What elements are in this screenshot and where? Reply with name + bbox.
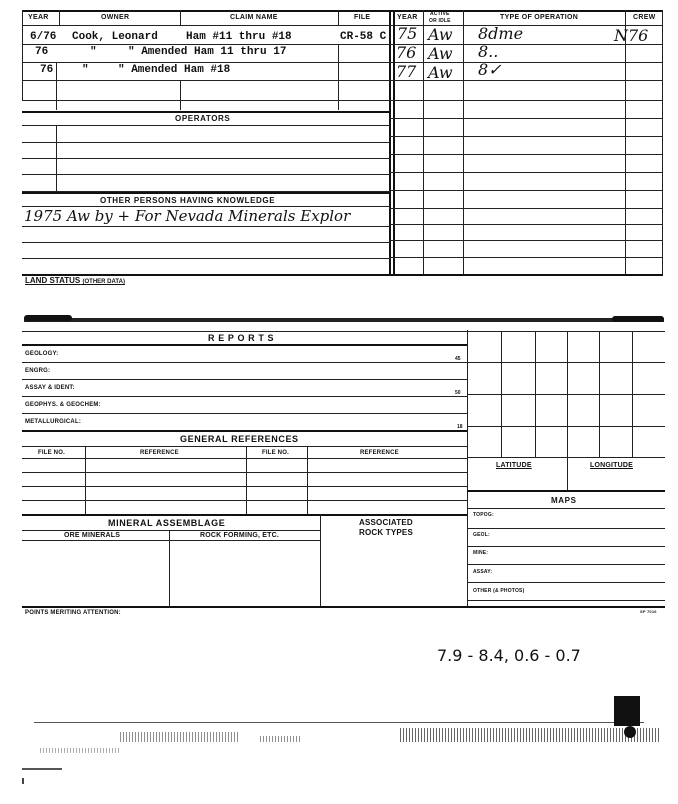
handwritten-range: 7.9 - 8.4, 0.6 - 0.7 bbox=[437, 646, 581, 665]
activity-idle-header: OR IDLE bbox=[429, 18, 451, 24]
longitude-label: LONGITUDE bbox=[590, 462, 634, 469]
claim-row-1-year: 6/76 bbox=[30, 31, 57, 43]
map-assay-label: ASSAY: bbox=[473, 569, 493, 575]
claims-file-header: FILE bbox=[354, 14, 371, 21]
activity-row-1-operation: 8dme bbox=[478, 24, 524, 43]
claim-row-2-claim: " Amended Ham 11 thru 17 bbox=[128, 46, 287, 58]
claim-row-2-owner: " bbox=[90, 46, 97, 58]
claim-row-3-owner: " bbox=[82, 64, 89, 76]
activity-row-2-operation: 8.. bbox=[478, 42, 499, 61]
activity-type-header: TYPE OF OPERATION bbox=[500, 14, 579, 21]
general-references-title: GENERAL REFERENCES bbox=[180, 434, 299, 444]
reports-title: R E P O R T S bbox=[208, 333, 275, 343]
activity-row-1-year: 75 bbox=[397, 24, 418, 43]
activity-row-3-year: 77 bbox=[396, 62, 417, 81]
activity-row-3-operation: 8✓ bbox=[478, 60, 502, 79]
report-assay-num: 50 bbox=[455, 390, 461, 396]
activity-row-1-crew: N76 bbox=[614, 26, 649, 45]
report-metallurgical-label: METALLURGICAL: bbox=[25, 419, 82, 425]
claim-row-1-file: CR-58 C bbox=[340, 31, 387, 43]
other-persons-label: OTHER PERSONS HAVING KNOWLEDGE bbox=[100, 196, 276, 205]
activity-active-header: ACTIVE bbox=[430, 11, 450, 17]
report-geophys-label: GEOPHYS. & GEOCHEM: bbox=[25, 402, 101, 408]
report-assay-label: ASSAY & IDENT: bbox=[25, 385, 75, 391]
claim-row-3-claim: " Amended Ham #18 bbox=[118, 64, 231, 76]
latitude-label: LATITUDE bbox=[496, 462, 532, 469]
ref-col-file-no-1: FILE NO. bbox=[38, 450, 65, 456]
map-topog-label: TOPOG: bbox=[473, 512, 494, 518]
claim-row-1-claim: Ham #11 thru #18 bbox=[186, 31, 292, 43]
activity-year-header: YEAR bbox=[397, 14, 418, 21]
ore-minerals-label: ORE MINERALS bbox=[64, 532, 121, 539]
map-mine-label: MINE: bbox=[473, 550, 489, 556]
map-other-label: OTHER (& PHOTOS) bbox=[473, 588, 525, 594]
claims-claim-name-header: CLAIM NAME bbox=[230, 14, 278, 21]
operators-label: OPERATORS bbox=[175, 114, 231, 123]
report-engrg-label: ENGRG: bbox=[25, 368, 51, 374]
claim-row-2-year: 76 bbox=[35, 46, 49, 58]
report-geology-num: 45 bbox=[455, 356, 461, 362]
ref-col-reference-2: REFERENCE bbox=[360, 450, 399, 456]
other-persons-note: 1975 Aw by + For Nevada Minerals Explor bbox=[24, 207, 351, 225]
mineral-assemblage-title: MINERAL ASSEMBLAGE bbox=[108, 518, 226, 528]
points-meriting-label: POINTS MERITING ATTENTION: bbox=[25, 610, 121, 616]
ref-col-reference-1: REFERENCE bbox=[140, 450, 179, 456]
activity-row-2-year: 76 bbox=[396, 43, 417, 62]
report-metallurgical-num: 18 bbox=[457, 424, 463, 430]
rock-types-label: ROCK TYPES bbox=[359, 528, 414, 537]
activity-crew-header: CREW bbox=[633, 14, 656, 21]
land-status-label: LAND STATUS bbox=[25, 276, 81, 285]
activity-row-3-status: Aw bbox=[428, 63, 453, 82]
activity-row-1-status: Aw bbox=[428, 25, 453, 44]
land-status-sub: (OTHER DATA) bbox=[82, 279, 125, 285]
report-geology-label: GEOLOGY: bbox=[25, 351, 59, 357]
claims-owner-header: OWNER bbox=[101, 14, 130, 21]
form-code: SP 7016 bbox=[640, 609, 657, 614]
activity-row-2-status: Aw bbox=[428, 44, 453, 63]
associated-label: ASSOCIATED bbox=[359, 518, 413, 527]
rock-forming-label: ROCK FORMING, ETC. bbox=[200, 532, 280, 539]
claim-row-3-year: 76 bbox=[40, 64, 54, 76]
map-geol-label: GEOL: bbox=[473, 532, 490, 538]
claims-year-header: YEAR bbox=[28, 14, 49, 21]
maps-title: MAPS bbox=[551, 496, 577, 505]
ref-col-file-no-2: FILE NO. bbox=[262, 450, 289, 456]
claim-row-1-owner: Cook, Leonard bbox=[72, 31, 158, 43]
